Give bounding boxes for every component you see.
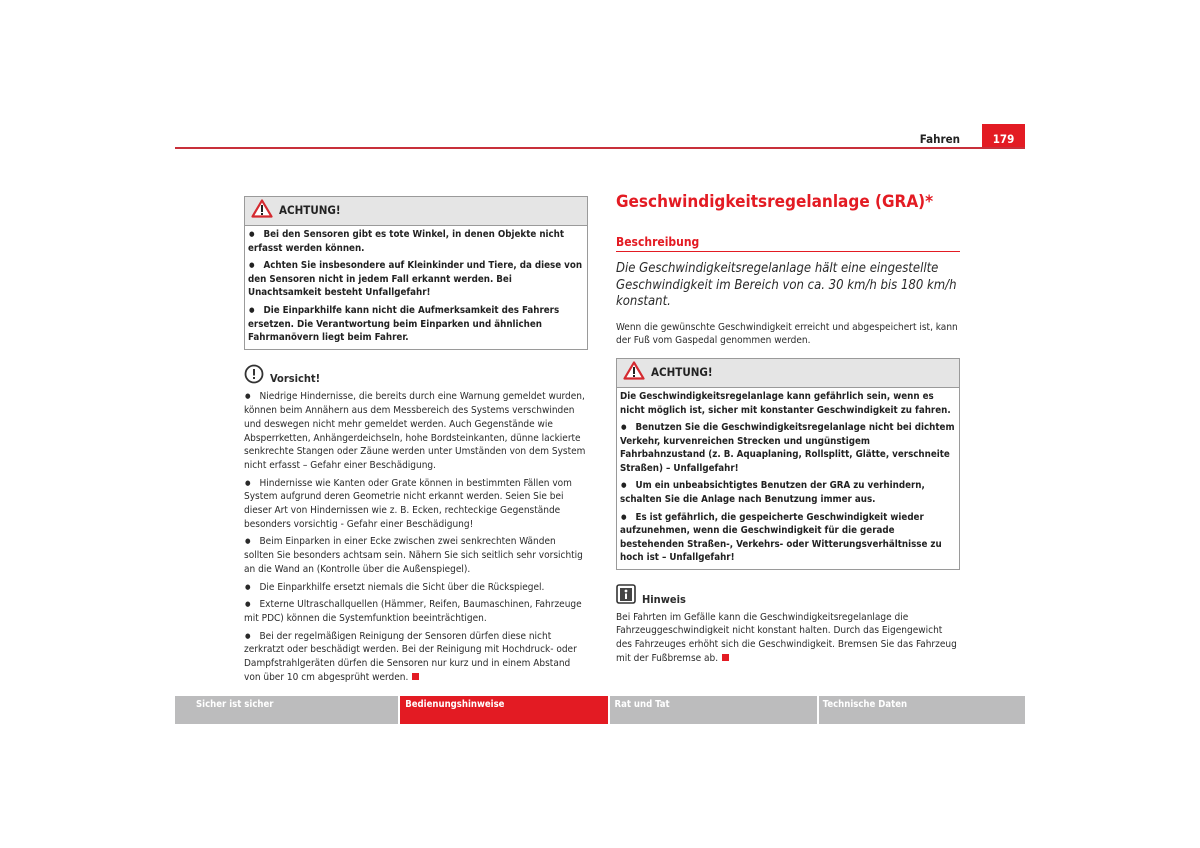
- caution-title: Vorsicht!: [270, 372, 321, 386]
- tab-sicher-ist-sicher[interactable]: Sicher ist sicher: [175, 696, 398, 724]
- warning-triangle-icon: [251, 199, 273, 223]
- chapter-nav: [175, 696, 1025, 724]
- caution-item: ● Beim Einparken in einer Ecke zwischen zwei senkrechten Wänden sollten Sie besonders achtsam sein. Nähern Sie sich seitlich sehr vorsichtig an die Wand an (Kontrolle über die Außenspiegel).: [244, 535, 588, 576]
- lead-paragraph: Die Geschwindigkeitsregelanlage hält eine eingestellte Geschwindigkeit im Bereich von ca. 30 km/h bis 180 km/h konstant.: [616, 261, 957, 309]
- warning-item: ● Benutzen Sie die Geschwindigkeitsregelanlage nicht bei dichtem Verkehr, kurvenreichen Strecken und ungünstigem Fahrbahnzustand (z. B. Aquaplaning, Rollsplitt, Glätte, verschneite Straßen) – Unfallgefahr!: [620, 421, 956, 475]
- caution-item-text: Bei der regelmäßigen Reinigung der Sensoren dürfen diese nicht zerkratzt oder beschädigt werden. Bei der Reinigung mit Hochdruck- oder Dampfstrahlgeräten dürfen die Sensoren nur kurz und in einem Abstand von über 10 cm abgesprüht werden.: [244, 630, 577, 683]
- left-column: [244, 196, 588, 689]
- header-divider: [175, 147, 1025, 149]
- warning-intro: Die Geschwindigkeitsregelanlage kann gefährlich sein, wenn es nicht möglich ist, sicher mit konstanter Geschwindigkeit zu fahren.: [620, 390, 951, 416]
- warning-body: [245, 226, 587, 349]
- right-column: [616, 190, 960, 670]
- section-title: Fahren: [919, 132, 960, 146]
- tab-bedienungshinweise[interactable]: Bedienungshinweise: [400, 696, 607, 724]
- warning-triangle-icon: [623, 361, 645, 385]
- warning-body: [617, 388, 959, 569]
- warning-item: ● Es ist gefährlich, die gespeicherte Geschwindigkeit wieder aufzunehmen, wenn die Geschwindigkeit für die gerade bestehenden Straßen-, Verkehrs- oder Witterungsverhältnisse zu hoch ist – Unfallgefahr!: [620, 511, 956, 565]
- caution-body: [244, 390, 588, 684]
- warning-title: ACHTUNG!: [651, 365, 713, 380]
- warning-item: ● Um ein unbeabsichtigtes Benutzen der GRA zu verhindern, schalten Sie die Anlage nach Benutzung immer aus.: [620, 479, 956, 506]
- tab-rat-und-tat[interactable]: Rat und Tat: [610, 696, 817, 724]
- note-text-wrap: [616, 611, 960, 666]
- page-number-text: 179: [992, 132, 1015, 146]
- tab-technische-daten[interactable]: Technische Daten: [819, 696, 1025, 724]
- warning-box: [616, 358, 960, 570]
- warning-item: ● Achten Sie insbesondere auf Kleinkinder und Tiere, da diese von den Sensoren nicht in jedem Fall erkannt werden. Bei Unachtsamkeit besteht Unfallgefahr!: [248, 259, 584, 300]
- end-of-section-mark-icon: [412, 673, 419, 680]
- warning-item: ● Bei den Sensoren gibt es tote Winkel, in denen Objekte nicht erfasst werden können.: [248, 228, 584, 255]
- caution-item: ● Niedrige Hindernisse, die bereits durch eine Warnung gemeldet wurden, können beim Annähern aus dem Messbereich des Systems verschwinden und deswegen nicht mehr gemeldet werden. Auch Gegenstände wie Absperrketten, Anhängerdeichseln, hohe Bordsteinkanten, dünne lackierte senkrechte Stangen oder Zäune werden unter Umständen von dem System nicht erfasst – Gefahr einer Beschädigung.: [244, 390, 588, 472]
- warning-box: [244, 196, 588, 350]
- note-text: Bei Fahrten im Gefälle kann die Geschwindigkeitsregelanlage die Fahrzeuggeschwindigkeit nicht konstant halten. Durch das Eigengewicht des Fahrzeuges erhöht sich die Geschwindigkeit. Bremsen Sie das Fahrzeug mit der Fußbremse ab.: [616, 611, 957, 664]
- caution-header: [244, 364, 588, 389]
- section-heading: Geschwindigkeitsregelanlage (GRA)*: [616, 192, 934, 212]
- warning-title: ACHTUNG!: [279, 203, 341, 218]
- warning-header: [245, 197, 587, 226]
- body-paragraph: Wenn die gewünschte Geschwindigkeit erreicht und abgespeichert ist, kann der Fuß vom Gaspedal genommen werden.: [616, 321, 958, 347]
- caution-item: ● Hindernisse wie Kanten oder Grate können in bestimmten Fällen vom System aufgrund deren Geometrie nicht erkannt werden. Seien Sie bei dieser Art von Hindernissen wie z. B. Ecken, rechteckige Gegenstände besonders vorsichtig - Gefahr einer Beschädigung!: [244, 477, 588, 532]
- exclamation-circle-icon: [244, 364, 264, 389]
- caution-item: ● Externe Ultraschallquellen (Hämmer, Reifen, Baumaschinen, Fahrzeuge mit PDC) können die Systemfunktion beeinträchtigen.: [244, 598, 588, 625]
- info-icon: [616, 584, 636, 609]
- subsection-heading: Beschreibung: [616, 234, 960, 252]
- caution-item: ● Die Einparkhilfe ersetzt niemals die Sicht über die Rückspiegel.: [244, 581, 588, 595]
- note-title: Hinweis: [642, 592, 686, 606]
- warning-item: ● Die Einparkhilfe kann nicht die Aufmerksamkeit des Fahrers ersetzen. Die Verantwortung beim Einparken und ähnlichen Fahrmanövern liegt beim Fahrer.: [248, 304, 584, 345]
- page-number: [982, 124, 1025, 148]
- note-body: [616, 611, 960, 666]
- end-of-section-mark-icon: [722, 654, 729, 661]
- warning-header: [617, 359, 959, 388]
- caution-item-last: [244, 630, 588, 685]
- note-header: [616, 584, 960, 609]
